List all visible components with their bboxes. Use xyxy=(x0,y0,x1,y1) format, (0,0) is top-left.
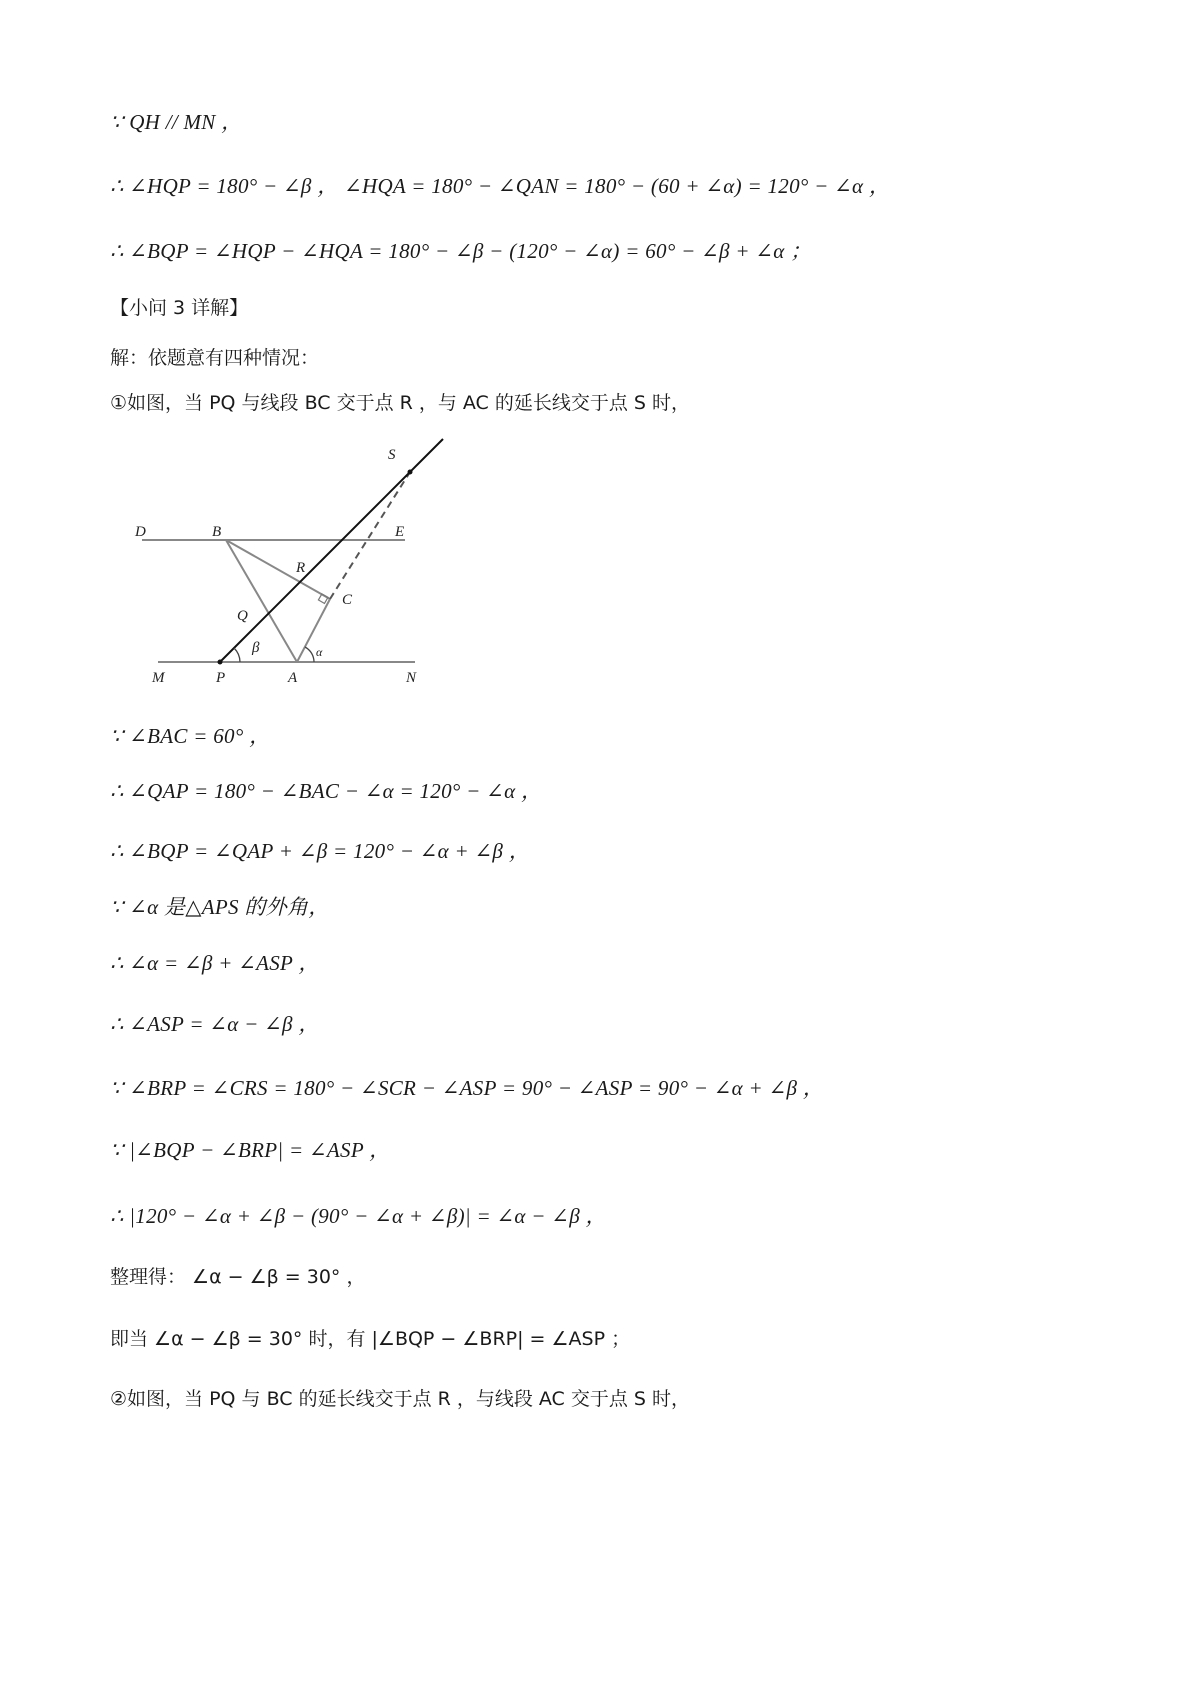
line-conclusion: 即当 ∠α − ∠β = 30° 时，有 |∠BQP − ∠BRP| = ∠ASP ； xyxy=(110,1328,631,1350)
label-d: D xyxy=(135,524,146,540)
label-q: Q xyxy=(237,608,248,624)
case-2-intro: ②如图，当 PQ 与 BC 的延长线交于点 R ，与线段 AC 交于点 S 时， xyxy=(110,1388,691,1410)
line-bqp-case1: ∴ ∠BQP = ∠QAP + ∠β = 120° − ∠α + ∠β ， xyxy=(110,839,531,863)
segment-bc xyxy=(226,540,330,599)
line-asp: ∴ ∠ASP = ∠α − ∠β ， xyxy=(110,1012,320,1036)
line-simplified: 整理得： ∠α − ∠β = 30° ， xyxy=(110,1266,366,1288)
solution-intro: 解：依题意有四种情况： xyxy=(110,347,320,369)
label-n: N xyxy=(406,670,417,686)
label-e: E xyxy=(395,524,405,540)
label-p: P xyxy=(216,670,226,686)
line-brp: ∵ ∠BRP = ∠CRS = 180° − ∠SCR − ∠ASP = 90° − ∠ASP = 90° − ∠α + ∠β ， xyxy=(110,1076,825,1100)
label-m: M xyxy=(152,670,165,686)
label-c: C xyxy=(342,592,353,608)
line-alpha-sum: ∴ ∠α = ∠β + ∠ASP ， xyxy=(110,951,320,975)
point-s-dot xyxy=(408,470,413,475)
geometry-figure-case-1 xyxy=(130,432,460,692)
angle-beta-arc xyxy=(234,648,240,662)
line-abs-substitution: ∴ |120° − ∠α + ∠β − (90° − ∠α + ∠β)| = ∠α − ∠β ， xyxy=(110,1204,607,1228)
case-1-intro: ①如图，当 PQ 与线段 BC 交于点 R ，与 AC 的延长线交于点 S 时， xyxy=(110,392,691,414)
label-beta: β xyxy=(252,640,260,656)
section-heading-q3: 【小问 3 详解】 xyxy=(110,297,249,319)
angle-alpha-arc xyxy=(305,647,314,662)
line-bac-60: ∵ ∠BAC = 60° ， xyxy=(110,724,271,748)
label-b: B xyxy=(212,524,222,540)
label-alpha: α xyxy=(316,645,323,659)
line-qap: ∴ ∠QAP = 180° − ∠BAC − ∠α = 120° − ∠α ， xyxy=(110,779,543,803)
label-s: S xyxy=(388,447,396,463)
point-p-dot xyxy=(218,660,223,665)
line-abs-condition: ∵ |∠BQP − ∠BRP| = ∠ASP ， xyxy=(110,1138,391,1162)
line-alpha-exterior: ∵ ∠α 是△APS 的外角， xyxy=(110,895,330,919)
segment-ac xyxy=(297,599,330,662)
label-a: A xyxy=(288,670,298,686)
line-qh-parallel-mn: ∵ QH // MN ， xyxy=(110,110,243,134)
label-r: R xyxy=(296,560,306,576)
segment-ab xyxy=(226,540,297,662)
line-bqp-result: ∴ ∠BQP = ∠HQP − ∠HQA = 180° − ∠β − (120° − ∠α) = 60° − ∠β + ∠α ； xyxy=(110,239,812,263)
line-hqp-hqa: ∴ ∠HQP = 180° − ∠β ， ∠HQA = 180° − ∠QAN = 180° − (60 + ∠α) = 120° − ∠α ， xyxy=(110,174,891,198)
